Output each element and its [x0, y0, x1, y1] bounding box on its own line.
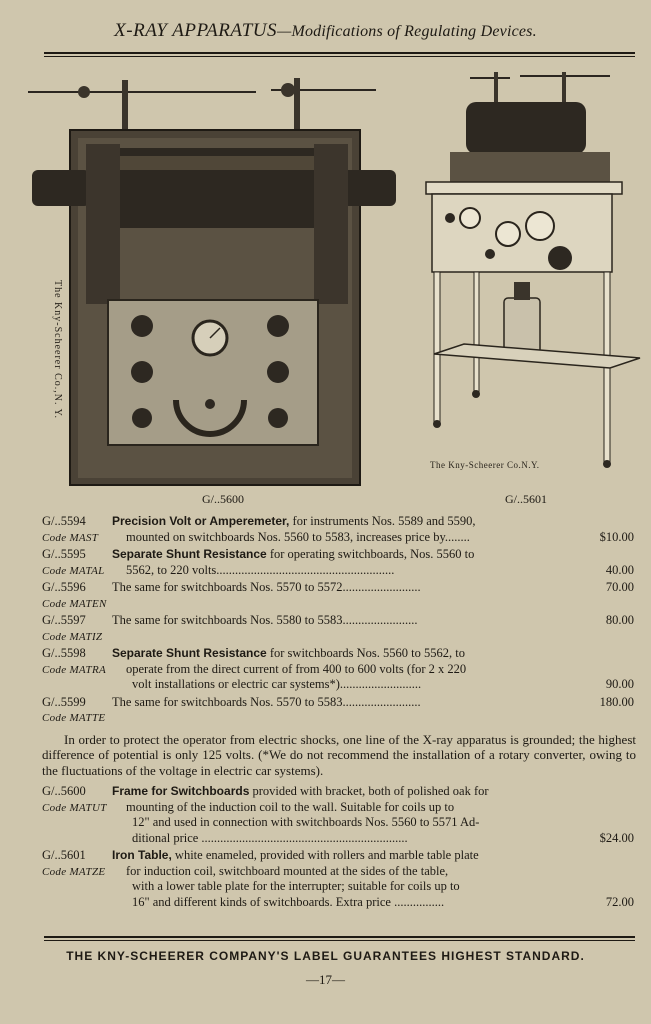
item-text: ditional price ..................................................................	[132, 830, 408, 845]
item-text: with a lower table plate for the interrupter; suitable for coils up to	[132, 879, 460, 893]
item-text: white enameled, provided with rollers and marble table plate	[171, 848, 479, 862]
item-text: The same for switchboards Nos. 5580 to 5583........................	[112, 613, 418, 627]
item-price: 70.00	[605, 580, 634, 594]
item-price: 180.00	[599, 694, 634, 709]
product-entry	[42, 646, 636, 693]
item-number: G/..5594	[42, 514, 86, 528]
item-number: G/..5597	[42, 613, 86, 627]
item-price: 90.00	[605, 677, 634, 691]
header-rule	[44, 52, 635, 54]
item-code: Code MATTE	[42, 712, 106, 724]
item-text: 12" and used in connection with switchboards Nos. 5560 to 5571 Ad-	[132, 815, 480, 829]
item-code: Code MATZE	[42, 865, 106, 878]
item-number: G/..5595	[42, 547, 86, 561]
item-code: Code MATIZ	[42, 630, 103, 643]
item-price: $24.00	[599, 830, 634, 845]
item-code: Code MAST	[42, 531, 99, 544]
product-entry	[42, 580, 636, 611]
item-title: Frame for Switchboards	[112, 784, 250, 798]
safety-note: In order to protect the operator from electric shocks, one line of the X-ray apparatus is grounded; the highest difference of potential is only 125 volts. (*We do not recommend the installation of a rotary converter, owing to the fluctuations of the voltage in electric car systems).	[42, 731, 636, 778]
header-subtitle: —Modifications of Regulating Devices.	[277, 23, 537, 40]
item-text: 5562, to 220 volts.........................................................	[126, 562, 395, 577]
item-number: G/..5599	[42, 694, 86, 709]
item-price: 72.00	[605, 894, 634, 909]
item-code: Code MATEN	[42, 597, 107, 610]
item-text: for operating switchboards, Nos. 5560 to	[266, 547, 475, 561]
item-number: G/..5598	[42, 646, 86, 660]
footer-slogan: THE KNY-SCHEERER COMPANY'S LABEL GUARANTEES HIGHEST STANDARD.	[66, 949, 585, 963]
item-price: 40.00	[605, 562, 634, 577]
item-number: G/..5600	[42, 784, 86, 798]
item-number: G/..5601	[42, 848, 86, 862]
header-rule-thin	[44, 56, 635, 57]
item-price: 80.00	[605, 613, 634, 627]
product-entry	[42, 547, 636, 578]
footer-rule	[44, 936, 635, 938]
header-title: X-RAY APPARATUS	[114, 20, 278, 41]
product-entry	[42, 784, 636, 846]
item-text: volt installations or electric car systems*)..........................	[132, 677, 422, 691]
item-text: for instruments Nos. 5589 and 5590,	[289, 514, 476, 528]
product-entry	[42, 695, 636, 726]
item-code: Code MATRA	[42, 663, 106, 676]
item-text: The same for switchboards Nos. 5570 to 5572.........................	[112, 580, 421, 594]
item-title: Separate Shunt Resistance	[112, 646, 267, 660]
item-text: for induction coil, switchboard mounted at the sides of the table,	[126, 863, 449, 878]
item-text: for switchboards Nos. 5560 to 5562, to	[266, 646, 465, 660]
item-text: provided with bracket, both of polished oak for	[249, 784, 489, 798]
item-price: $10.00	[599, 529, 634, 544]
page-header	[0, 20, 651, 42]
product-entry	[42, 848, 636, 910]
product-entry	[42, 514, 636, 545]
item-title: Separate Shunt Resistance	[112, 547, 267, 561]
item-code: Code MATAL	[42, 564, 105, 577]
item-text: The same for switchboards Nos. 5570 to 5583.........................	[112, 694, 421, 709]
item-number: G/..5596	[42, 580, 86, 594]
item-title: Precision Volt or Amperemeter,	[112, 514, 290, 528]
figure-label-left: G/..5600	[202, 492, 244, 506]
product-list	[42, 514, 636, 912]
page-number: —17—	[306, 972, 345, 987]
right-maker-caption: The Kny-Scheerer Co.N.Y.	[430, 460, 540, 470]
item-title: Iron Table,	[112, 848, 172, 862]
product-entry	[42, 613, 636, 644]
item-text: mounting of the induction coil to the wall. Suitable for coils up to	[126, 799, 455, 814]
footer-rule-thin	[44, 940, 635, 941]
left-maker-caption: The Kny-Scheerer Co.,N. Y.	[52, 280, 63, 420]
switchboard-illustration	[26, 70, 396, 490]
iron-table-illustration	[410, 68, 646, 476]
item-text: operate from the direct current of from 400 to 600 volts (for 2 x 220	[126, 661, 467, 676]
item-text: 16" and different kinds of switchboards. Extra price ................	[132, 894, 445, 909]
figure-label-right: G/..5601	[505, 492, 547, 506]
item-code: Code MATUT	[42, 801, 107, 814]
item-text: mounted on switchboards Nos. 5560 to 5583, increases price by........	[126, 529, 470, 544]
